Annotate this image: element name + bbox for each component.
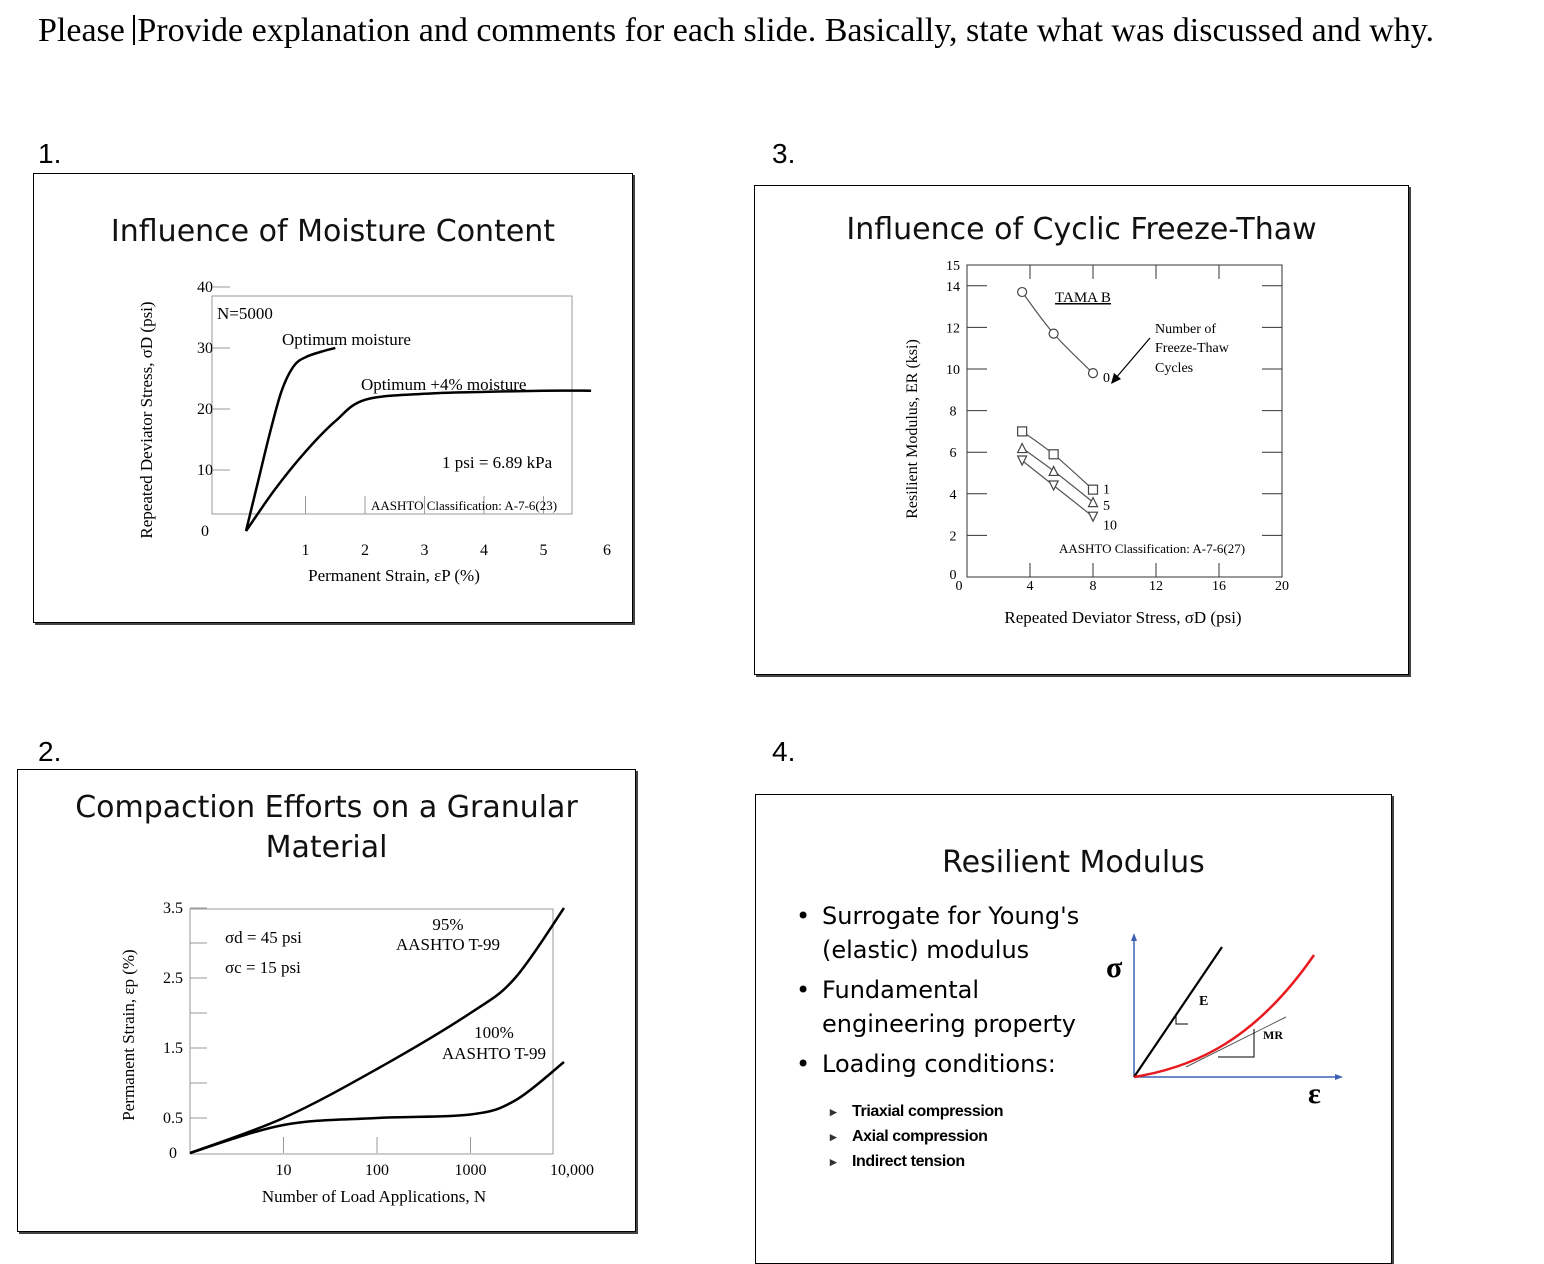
series-end-label: 0 <box>1103 371 1110 387</box>
series-line <box>1022 461 1093 517</box>
chart-freeze-thaw <box>755 186 1409 675</box>
instruction-text-rest: Provide explanation and comments for each slide. Basically, state what was discussed and why. <box>137 12 1435 49</box>
series-end-label: 10 <box>1103 518 1117 534</box>
x-axis-label: Number of Load Applications, N <box>261 1187 487 1206</box>
chart-moisture-content <box>34 174 633 623</box>
mr-tangent-line <box>1186 1017 1286 1067</box>
y-tick-label: 0.5 <box>163 1110 183 1127</box>
legend-title-line3: Cycles <box>1155 361 1194 376</box>
annotation-classification: AASHTO Classification: A-7-6(23) <box>371 498 558 513</box>
y-tick-label: 40 <box>197 279 213 296</box>
slide-number-1: 1. <box>38 138 62 169</box>
bullet-item: • Loading conditions: <box>796 1047 1086 1081</box>
x-tick-label: 20 <box>1275 579 1289 594</box>
elastic-modulus-line <box>1134 947 1222 1077</box>
marker-circle <box>1089 369 1098 378</box>
slide-title: Compaction Efforts on a Granular Material <box>75 790 578 865</box>
marker-circle <box>1049 329 1058 338</box>
y-tick-label: 3.5 <box>163 900 183 917</box>
x-tick-label: 3 <box>420 542 429 559</box>
bullet-item: • Fundamental engineering property <box>796 973 1086 1041</box>
x-tick-label: 1000 <box>454 1162 487 1179</box>
marker-square <box>1018 427 1027 436</box>
slide-freeze-thaw <box>754 185 1409 675</box>
y-tick-label: 1.5 <box>163 1040 183 1057</box>
y-tick-label: 8 <box>949 404 957 420</box>
x-tick-label: 5 <box>539 542 548 559</box>
bullet-item: • Surrogate for Young's (elastic) modulus <box>796 899 1086 967</box>
series-end-label: 1 <box>1103 482 1110 498</box>
epsilon-symbol: ε <box>1308 1077 1321 1110</box>
legend-title-line1: Number of <box>1155 322 1217 337</box>
x-tick-label: 4 <box>480 542 488 559</box>
y-tick-label: 6 <box>949 446 957 462</box>
e-label: E <box>1199 994 1209 1009</box>
x-tick-label: 10 <box>275 1162 292 1179</box>
x-tick-label: 2 <box>361 542 369 559</box>
e-slope-triangle <box>1176 1015 1188 1024</box>
y-axis-label: Permanent Strain, εp (%) <box>119 949 138 1121</box>
y-tick-label: 20 <box>197 401 213 418</box>
marker-triangle-up <box>1049 466 1058 475</box>
slide-moisture-content <box>33 173 633 623</box>
x-axis-label: Repeated Deviator Stress, σD (psi) <box>1004 608 1242 627</box>
y-tick-label: 10 <box>197 462 213 479</box>
series-line <box>246 348 335 531</box>
y-tick-label: 2.5 <box>163 970 183 987</box>
slide-title: Influence of Cyclic Freeze-Thaw <box>846 212 1317 247</box>
x-tick-label: 10,000 <box>550 1162 594 1179</box>
annotation-classification: AASHTO Classification: A-7-6(27) <box>1059 541 1246 556</box>
slide-number-2: 2. <box>38 736 62 767</box>
label-100-line2: AASHTO T-99 <box>441 1044 547 1063</box>
x-tick-label: 4 <box>1026 579 1034 594</box>
sigma-symbol: σ <box>1106 951 1123 984</box>
y-tick-label: 14 <box>946 279 960 295</box>
x-tick-label: 1 <box>301 542 310 559</box>
marker-square <box>1049 450 1058 459</box>
sub-bullet-item: ▸ Triaxial compression <box>830 1099 1086 1124</box>
label-100-line1: 100% <box>474 1023 514 1042</box>
plot-frame <box>212 296 572 514</box>
x-axis-label: Permanent Strain, εP (%) <box>308 566 480 585</box>
slide-number-3: 3. <box>772 138 796 169</box>
slide-compaction-efforts <box>17 769 636 1232</box>
marker-circle <box>1018 288 1027 297</box>
stress-strain-diagram <box>756 795 1392 1264</box>
y-tick-label: 12 <box>946 321 960 337</box>
marker-triangle-up <box>1018 444 1027 453</box>
sub-bullet-item: ▸ Axial compression <box>830 1124 1086 1149</box>
y-axis-label: Repeated Deviator Stress, σD (psi) <box>137 301 156 539</box>
mr-slope-triangle <box>1218 1029 1254 1057</box>
x-tick-label: 0 <box>955 579 963 594</box>
slide-resilient-modulus <box>755 794 1392 1264</box>
sub-bullet-item: ▸ Indirect tension <box>830 1149 1086 1174</box>
label-95-line2: AASHTO T-99 <box>395 935 501 954</box>
instruction-text-start: Please <box>38 12 134 49</box>
y-tick-label: 15 <box>946 259 960 274</box>
label-95-line1: 95% <box>432 915 464 934</box>
y-axis-label: Resilient Modulus, ER (ksi) <box>904 339 921 519</box>
resilient-curve <box>1134 955 1314 1077</box>
y-tick-label: 10 <box>946 363 960 378</box>
annotation-sigma-d: σd = 45 psi <box>225 928 302 947</box>
y-tick-label: 0 <box>201 523 209 540</box>
x-tick-label: 16 <box>1212 579 1226 594</box>
mr-label: MR <box>1263 1028 1283 1042</box>
y-axis-arrowhead <box>1131 933 1137 941</box>
series-end-label: 5 <box>1103 499 1110 515</box>
annotation-conversion: 1 psi = 6.89 kPa <box>442 453 553 472</box>
legend-title-line2: Freeze-Thaw <box>1155 341 1229 356</box>
x-axis-arrowhead <box>1335 1074 1343 1080</box>
slide-title: Resilient Modulus <box>942 845 1205 880</box>
slide-number-4: 4. <box>772 736 796 767</box>
y-tick-label: 0 <box>169 1145 177 1162</box>
marker-triangle-down <box>1089 512 1098 521</box>
y-tick-label: 4 <box>949 487 957 503</box>
x-tick-label: 12 <box>1149 579 1163 594</box>
plot-frame <box>967 265 1282 577</box>
y-tick-label: 30 <box>197 340 213 357</box>
label-optimum-plus4: Optimum +4% moisture <box>361 375 527 394</box>
legend-pointer-line <box>1115 338 1150 379</box>
x-tick-label: 8 <box>1089 579 1097 594</box>
y-tick-label: 2 <box>949 529 957 545</box>
annotation-soil: TAMA B <box>1055 290 1111 306</box>
label-optimum: Optimum moisture <box>282 330 411 349</box>
instruction-text <box>38 10 1478 51</box>
x-tick-label: 6 <box>603 542 611 559</box>
chart-compaction <box>18 770 636 1232</box>
y-tick-label: 0 <box>949 568 957 583</box>
annotation-n: N=5000 <box>217 304 273 323</box>
marker-square <box>1089 485 1098 494</box>
annotation-sigma-c: σc = 15 psi <box>225 958 301 977</box>
x-tick-label: 100 <box>365 1162 389 1179</box>
text-cursor <box>133 15 135 45</box>
slide-title: Influence of Moisture Content <box>110 214 556 249</box>
